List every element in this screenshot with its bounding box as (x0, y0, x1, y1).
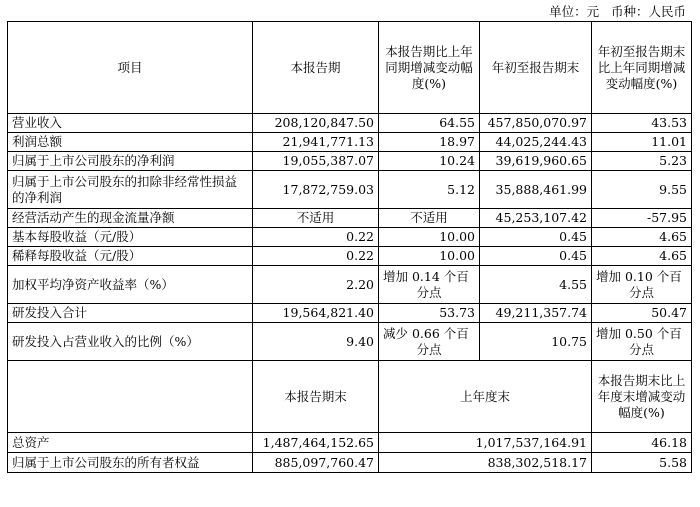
row-ytd: 45,253,107.42 (480, 209, 592, 228)
row-ytd-yoy-line2: 分点 (628, 284, 654, 300)
row-current-yoy-line1: 减少 0.66 个百 (383, 325, 469, 341)
row-ytd: 44,025,244.43 (480, 133, 592, 152)
row-ytd-yoy (592, 266, 692, 304)
row-current-yoy: 10.00 (379, 228, 480, 247)
row-current: 19,564,821.40 (253, 304, 379, 323)
row-current-yoy: 10.00 (379, 247, 480, 266)
row-period-end: 885,097,760.47 (253, 453, 379, 473)
row-current: 21,941,771.13 (253, 133, 379, 152)
row-change: 5.58 (592, 453, 692, 473)
table-row (8, 453, 692, 473)
row-current: 19,055,387.07 (253, 152, 379, 171)
table-row (8, 304, 692, 323)
row-ytd: 39,619,960.65 (480, 152, 592, 171)
table-row (8, 323, 692, 361)
header-item: 项目 (8, 22, 253, 114)
row-ytd-yoy-line2: 分点 (628, 341, 654, 357)
unit-currency-note: 单位：元 币种：人民币 (549, 4, 686, 19)
financial-data-table (7, 21, 692, 473)
header-last-year-end: 上年度末 (379, 361, 592, 433)
header-ytd-yoy: 年初至报告期末比上年同期增减变动幅度(%) (592, 22, 692, 114)
table-header-row (8, 22, 692, 114)
row-ytd: 49,211,357.74 (480, 304, 592, 323)
row-current: 208,120,847.50 (253, 114, 379, 133)
balance-header-blank (8, 361, 253, 433)
table-row (8, 209, 692, 228)
row-current: 0.22 (253, 247, 379, 266)
row-item: 基本每股收益（元/股） (8, 228, 253, 247)
header-current-yoy: 本报告期比上年同期增减变动幅度(%) (379, 22, 480, 114)
row-ytd-yoy-line1: 增加 0.10 个百 (596, 268, 682, 284)
header-period-end: 本报告期末 (253, 361, 379, 433)
row-ytd-yoy: -57.95 (592, 209, 692, 228)
table-row (8, 133, 692, 152)
row-current-yoy (379, 323, 480, 361)
row-ytd-yoy: 4.65 (592, 228, 692, 247)
header-current-period: 本报告期 (253, 22, 379, 114)
row-item: 稀释每股收益（元/股） (8, 247, 253, 266)
table-row (8, 171, 692, 209)
row-ytd-yoy (592, 323, 692, 361)
header-ytd: 年初至报告期末 (480, 22, 592, 114)
row-ytd: 4.55 (480, 266, 592, 304)
row-ytd: 10.75 (480, 323, 592, 361)
row-ytd-yoy-line1: 增加 0.50 个百 (596, 325, 682, 341)
row-item: 归属于上市公司股东的扣除非经常性损益的净利润 (8, 171, 253, 209)
row-item: 利润总额 (8, 133, 253, 152)
row-current-yoy-line2: 分点 (416, 284, 442, 300)
row-current: 9.40 (253, 323, 379, 361)
row-current-yoy: 5.12 (379, 171, 480, 209)
row-ytd: 0.45 (480, 247, 592, 266)
row-current-yoy: 不适用 (379, 209, 480, 228)
row-ytd-yoy: 5.23 (592, 152, 692, 171)
row-item: 加权平均净资产收益率（%） (8, 266, 253, 304)
row-current: 0.22 (253, 228, 379, 247)
table-row (8, 433, 692, 453)
balance-header-row (8, 361, 692, 433)
row-current-yoy-line1: 增加 0.14 个百 (383, 268, 469, 284)
row-ytd-yoy: 50.47 (592, 304, 692, 323)
row-current-yoy: 53.73 (379, 304, 480, 323)
row-ytd-yoy: 4.65 (592, 247, 692, 266)
row-current-yoy: 64.55 (379, 114, 480, 133)
row-period-end: 1,487,464,152.65 (253, 433, 379, 453)
row-ytd-yoy: 9.55 (592, 171, 692, 209)
row-current: 2.20 (253, 266, 379, 304)
header-balance-change: 本报告期末比上年度末增减变动幅度(%) (592, 361, 692, 433)
row-ytd: 457,850,070.97 (480, 114, 592, 133)
row-ytd: 35,888,461.99 (480, 171, 592, 209)
row-current-yoy (379, 266, 480, 304)
row-current: 17,872,759.03 (253, 171, 379, 209)
row-item: 总资产 (8, 433, 253, 453)
row-current-yoy-line2: 分点 (416, 341, 442, 357)
table-row (8, 152, 692, 171)
table-row (8, 266, 692, 304)
row-ytd-yoy: 43.53 (592, 114, 692, 133)
table-row (8, 114, 692, 133)
row-last-year-end: 1,017,537,164.91 (379, 433, 592, 453)
row-current-yoy: 18.97 (379, 133, 480, 152)
table-row (8, 247, 692, 266)
row-item: 归属于上市公司股东的所有者权益 (8, 453, 253, 473)
row-ytd-yoy: 11.01 (592, 133, 692, 152)
row-item: 经营活动产生的现金流量净额 (8, 209, 253, 228)
row-current-yoy: 10.24 (379, 152, 480, 171)
row-ytd: 0.45 (480, 228, 592, 247)
row-current: 不适用 (253, 209, 379, 228)
row-item: 研发投入占营业收入的比例（%） (8, 323, 253, 361)
row-item: 研发投入合计 (8, 304, 253, 323)
row-item: 营业收入 (8, 114, 253, 133)
row-change: 46.18 (592, 433, 692, 453)
row-item: 归属于上市公司股东的净利润 (8, 152, 253, 171)
row-last-year-end: 838,302,518.17 (379, 453, 592, 473)
table-row (8, 228, 692, 247)
